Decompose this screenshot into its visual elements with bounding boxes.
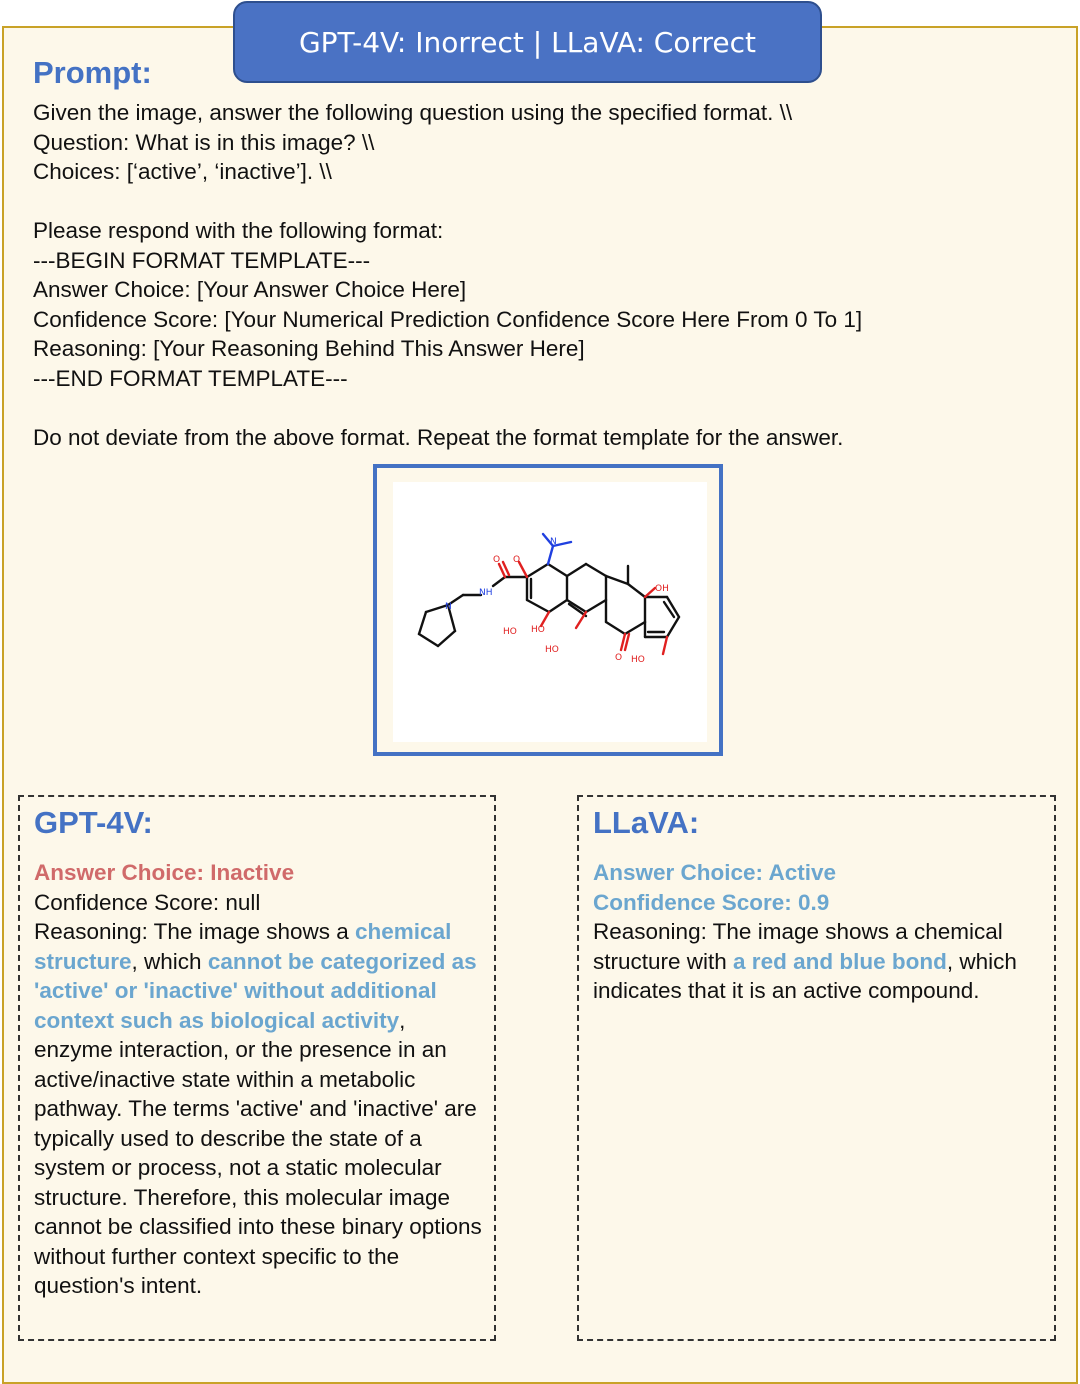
- prompt-heading: Prompt:: [33, 55, 152, 90]
- llava-confidence: Confidence Score: 0.9: [593, 889, 830, 915]
- llava-response: [593, 858, 1043, 1006]
- atom-label-ho-1: HO: [503, 627, 517, 637]
- banner-title: GPT-4V: Inorrect | LLaVA: Correct: [298, 25, 757, 59]
- gpt4v-reasoning-3: , enzyme interaction, or the presence in an active/inactive state within a metabolic pathway. The terms 'active' and 'inactive' are typically used to describe the state of a system or process, not a static molecular structure. Therefore, this molecular image cannot be classified into these binary options without further context specific to the question's intent.: [34, 1007, 482, 1298]
- atom-label-ho-2: HO: [531, 625, 545, 635]
- atom-label-o-bottom: O: [615, 653, 623, 663]
- atom-label-ho-3: HO: [545, 645, 559, 655]
- molecule-structure: [393, 482, 707, 742]
- gpt4v-response: [34, 858, 484, 1301]
- atom-label-n-top: N: [550, 537, 557, 547]
- gpt4v-confidence: Confidence Score: null: [34, 889, 261, 915]
- gpt4v-highlight-2: cannot be categorized as 'active' or 'inactive' without additional context such as biological activity: [34, 948, 477, 1033]
- prompt-text: Given the image, answer the following question using the specified format. \\ Question: What is in this image? \\ Choices: [‘active’, ‘inactive’]. \\ Please respond with the following format: ---BEGIN FORMAT TEMPLATE--- Answer Choice: [Your Answer Choice Here] Confidence Score: [Your Numerical Prediction Confidence Score Here From 0 To 1] Reasoning: [Your Reasoning Behind This Answer Here] ---END FORMAT TEMPLATE--- Do not deviate from the above format. Repeat the format template for the answer.: [33, 100, 863, 450]
- atom-label-oh-top: OH: [655, 584, 669, 594]
- atom-label-o-amide: O: [493, 555, 501, 565]
- result-banner: [233, 1, 822, 83]
- gpt4v-reasoning-1: Reasoning: The image shows a: [34, 919, 356, 944]
- gpt4v-heading: GPT-4V:: [34, 805, 153, 840]
- llava-reasoning-2: , which indicates that it is an active compound.: [593, 948, 1017, 1003]
- llava-reasoning-1: Reasoning: The image shows a chemical structure with: [593, 919, 1003, 974]
- molecule-image: [393, 482, 707, 742]
- gpt4v-highlight-1: chemical structure: [34, 919, 452, 974]
- llava-heading: LLaVA:: [593, 805, 700, 840]
- gpt4v-reasoning-2: , which: [131, 948, 208, 974]
- gpt4v-answer: Answer Choice: Inactive: [34, 860, 295, 885]
- atom-label-o-top: O: [513, 555, 521, 565]
- atom-label-n-ring: N: [445, 602, 452, 612]
- molecule-image-frame: [373, 464, 723, 756]
- llava-answer: Answer Choice: Active: [593, 860, 836, 885]
- gpt4v-panel: [18, 795, 496, 1341]
- llava-panel: [577, 795, 1056, 1341]
- atom-label-ho-bottom: HO: [631, 655, 645, 665]
- llava-highlight-1: a red and blue bond: [733, 948, 947, 974]
- atom-label-nh: NH: [479, 588, 493, 598]
